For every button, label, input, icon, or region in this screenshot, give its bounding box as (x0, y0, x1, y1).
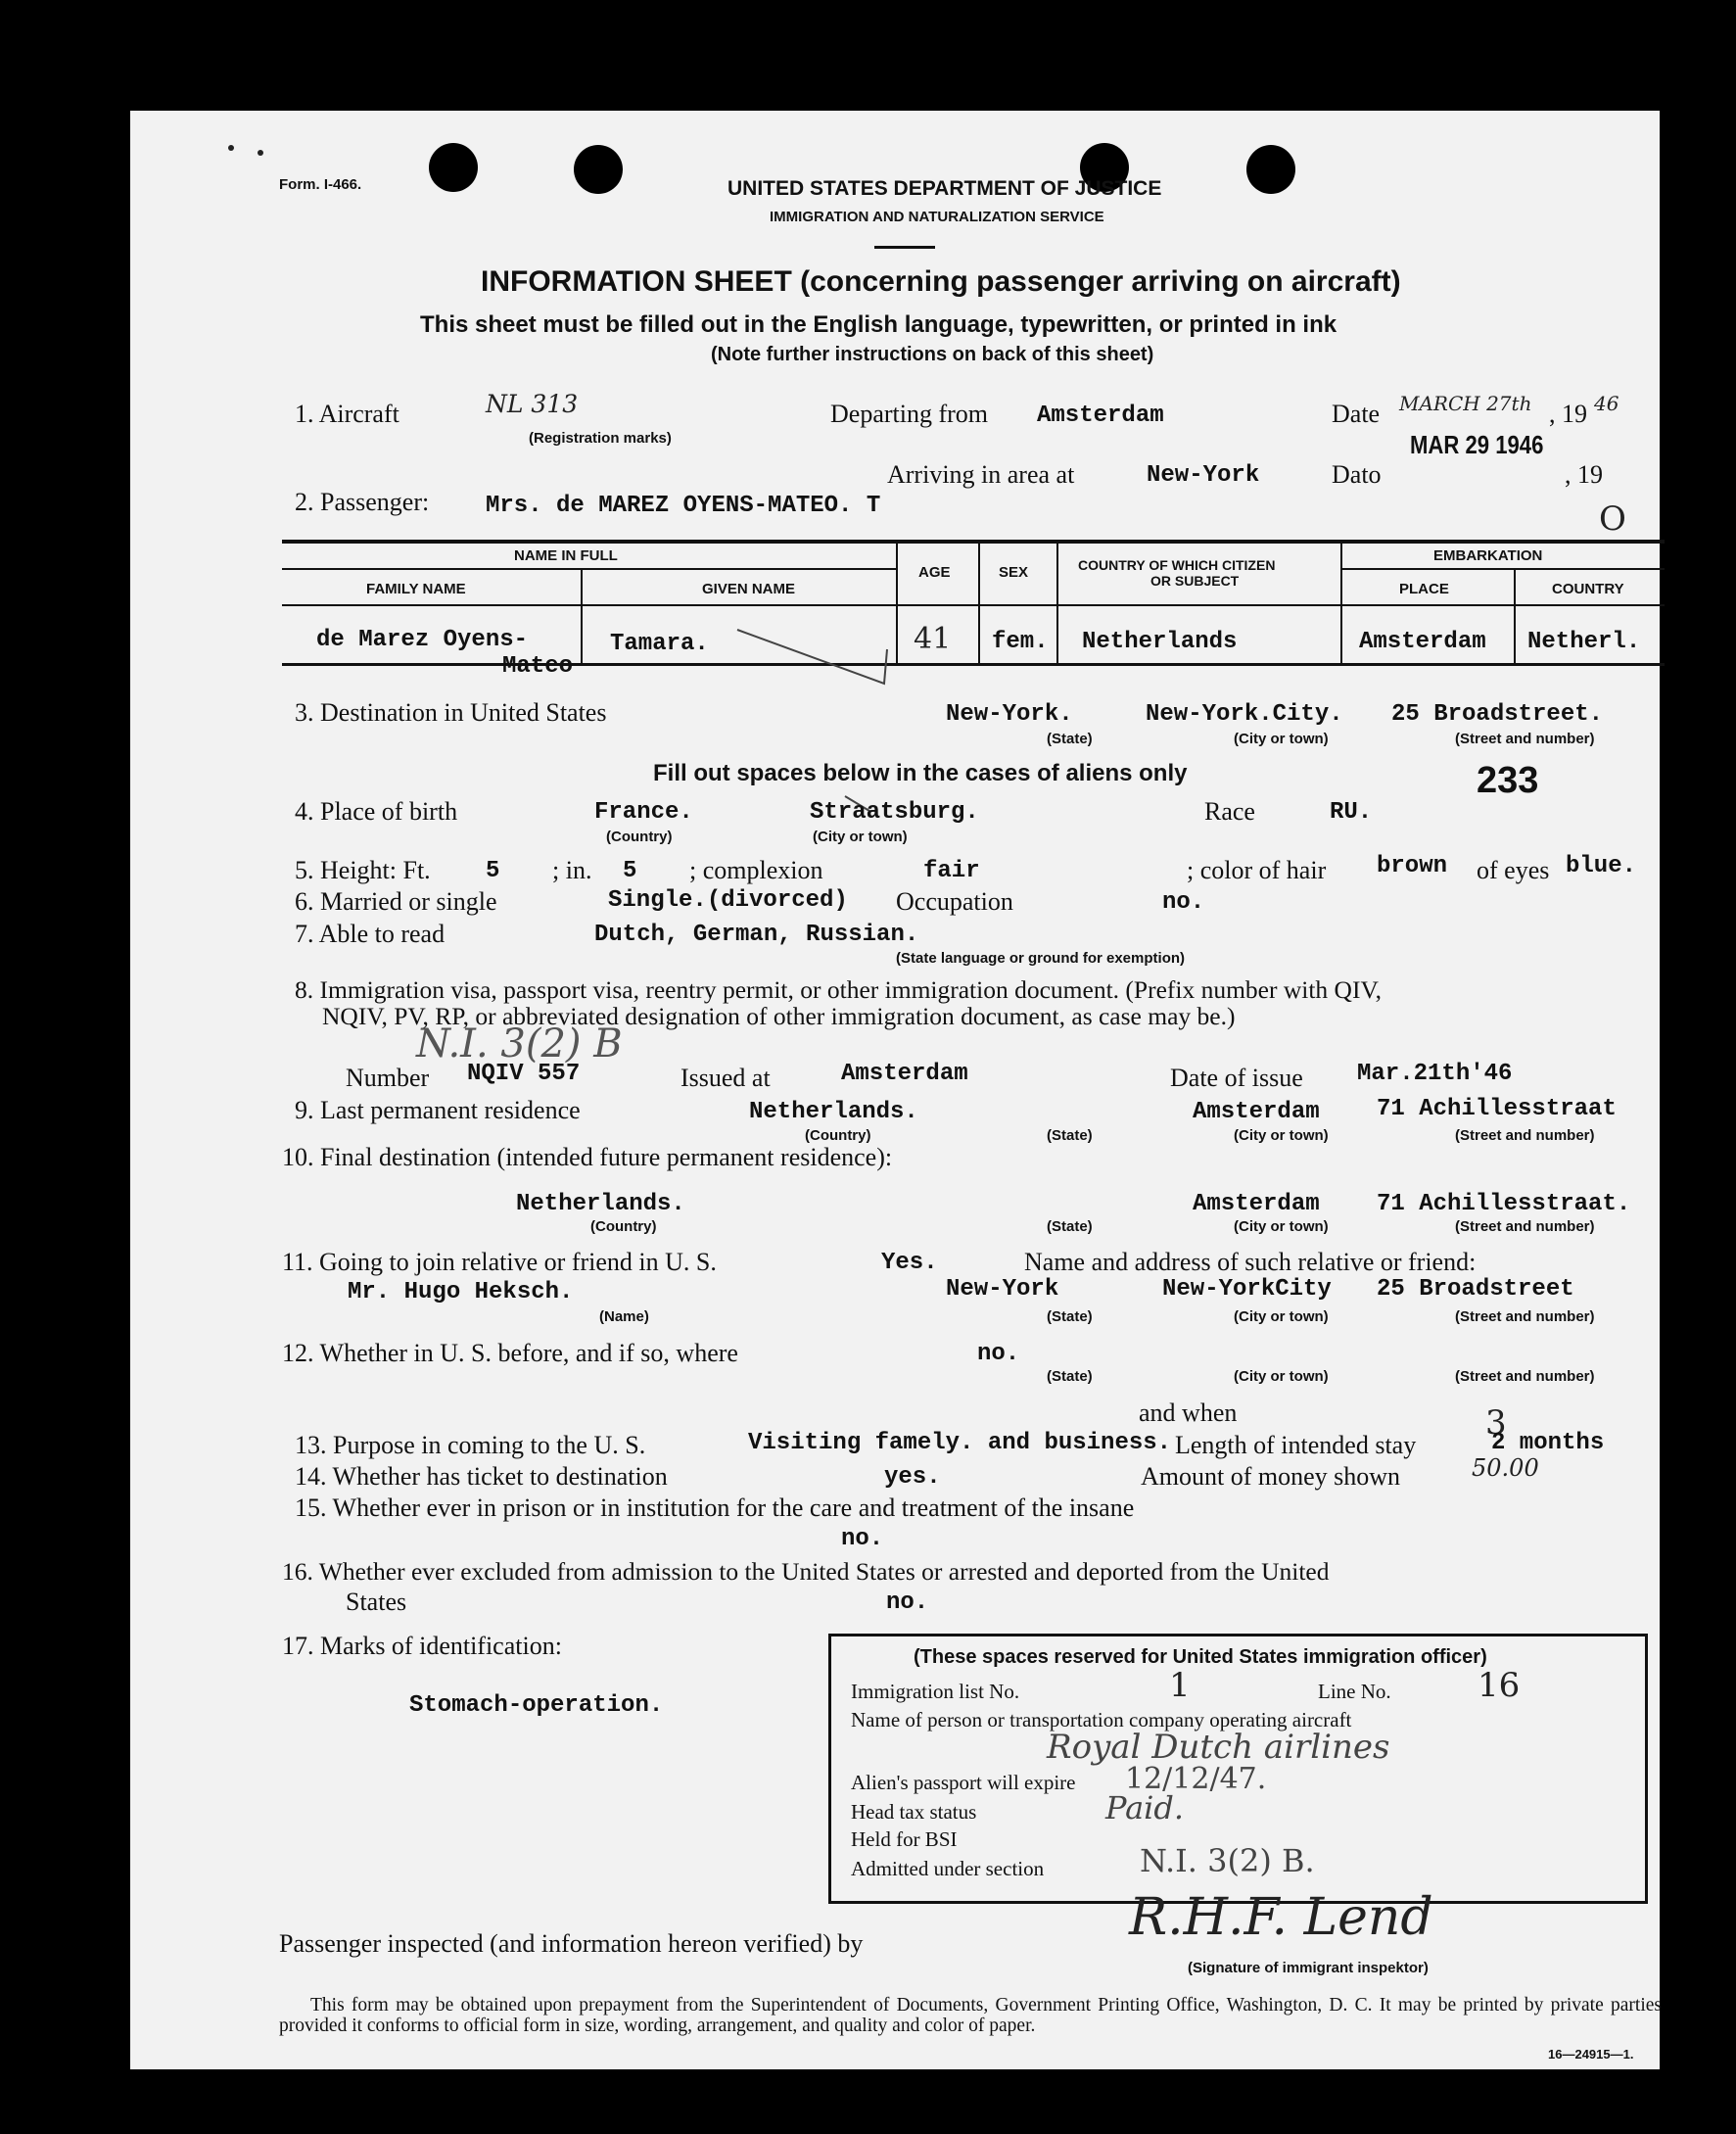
street-caption: (Street and number) (1455, 731, 1595, 747)
head-tax-value: Paid. (1105, 1789, 1185, 1826)
pencil-stroke (718, 600, 914, 826)
city-caption: (City or town) (1234, 731, 1329, 747)
last-residence-country: Netherlands. (749, 1099, 918, 1125)
relative-street: 25 Broadstreet (1377, 1276, 1574, 1303)
table-bottom-rule (282, 663, 1665, 666)
street-caption: (Street and number) (1455, 1308, 1595, 1325)
table-column-rule (1514, 568, 1516, 664)
company-value: Royal Dutch airlines (1047, 1728, 1390, 1767)
final-destination-street: 71 Achillesstraat. (1377, 1191, 1631, 1217)
year-prefix: , 19 (1549, 400, 1587, 428)
section-value: N.I. 3(2) B. (1140, 1842, 1315, 1879)
passport-expiry-label: Alien's passport will expire (851, 1771, 1076, 1794)
destination-city: New-York.City. (1146, 701, 1343, 728)
join-relative-value: Yes. (881, 1250, 938, 1276)
officer-box (828, 1634, 1648, 1904)
destination-label: 3. Destination in United States (295, 698, 607, 727)
form-instruction: This sheet must be filled out in the English language, typewritten, or printed in ink (420, 311, 1337, 338)
year-value: 46 (1594, 392, 1619, 415)
issued-label: Issued at (680, 1064, 771, 1092)
visa-number: NQIV 557 (467, 1061, 581, 1087)
passport-expiry-value: 12/12/47. (1125, 1762, 1267, 1796)
purpose-value: Visiting famely. and business. (748, 1430, 1172, 1456)
embarkation-header: EMBARKATION (1433, 547, 1543, 564)
handwritten-visa-class: N.I. 3(2) B (416, 1021, 623, 1067)
ticket-label: 14. Whether has ticket to destination (295, 1462, 668, 1491)
name-caption: (Name) (599, 1308, 649, 1325)
read-label: 7. Able to read (295, 920, 446, 948)
money-value: 50.00 (1472, 1454, 1539, 1482)
embark-country-value: Netherl. (1527, 629, 1641, 655)
relative-city: New-YorkCity (1162, 1276, 1332, 1303)
relative-state: New-York (946, 1276, 1059, 1303)
form-note: (Note further instructions on back of this sheet) (711, 344, 1154, 365)
age-value: 41 (914, 622, 952, 656)
purpose-label: 13. Purpose in coming to the U. S. (295, 1431, 646, 1459)
punch-hole (574, 145, 623, 194)
passenger-label: 2. Passenger: (295, 488, 430, 516)
identification-label: 17. Marks of identification: (282, 1632, 562, 1660)
given-name-value: Tamara. (610, 631, 709, 657)
country-subject-header: OR SUBJECT (1150, 573, 1240, 589)
destination-state: New-York. (946, 701, 1073, 728)
handwritten-mark: O (1599, 499, 1626, 539)
race-label: Race (1204, 797, 1255, 826)
form-code: 16—24915—1. (1548, 2047, 1634, 2062)
occupation-label: Occupation (896, 887, 1013, 916)
list-number-value: 1 (1169, 1666, 1191, 1705)
table-top-rule (282, 540, 1665, 544)
prison-label: 15. Whether ever in prison or in institution for the care and treatment of the insane (295, 1494, 1135, 1522)
final-destination-label: 10. Final destination (intended future permanent residence): (282, 1143, 893, 1171)
name-in-full-header: NAME IN FULL (514, 547, 618, 564)
family-name-header: FAMILY NAME (366, 581, 466, 597)
excluded-value: no. (886, 1589, 929, 1616)
aliens-only-heading: Fill out spaces below in the cases of aliens only (653, 760, 1188, 786)
officer-box-title: (These spaces reserved for United States immigration officer) (914, 1646, 1487, 1668)
last-residence-city: Amsterdam (1193, 1099, 1320, 1125)
departing-value: Amsterdam (1037, 403, 1164, 429)
ticket-value: yes. (884, 1464, 941, 1491)
previous-visit-label: 12. Whether in U. S. before, and if so, where (282, 1339, 738, 1367)
year2-prefix: , 19 (1565, 460, 1603, 489)
arriving-label: Arriving in area at (887, 460, 1075, 489)
final-destination-city: Amsterdam (1193, 1191, 1320, 1217)
prison-value: no. (841, 1526, 884, 1552)
birth-city: Straatsburg. (810, 799, 979, 826)
divider (874, 246, 935, 249)
form-number: Form. I-466. (279, 176, 362, 193)
birth-country: France. (594, 799, 693, 826)
table-column-rule (1056, 542, 1058, 664)
table-column-rule (978, 542, 980, 664)
speck (258, 150, 263, 156)
city-caption: (City or town) (1234, 1127, 1329, 1144)
signature-caption: (Signature of immigrant inspektor) (1188, 1960, 1429, 1976)
height-inches: 5 (623, 858, 637, 884)
visa-label-line1: 8. Immigration visa, passport visa, reentry permit, or other immigration document. (Prefix number with QIV, (295, 975, 1382, 1004)
state-caption: (State) (1047, 731, 1093, 747)
read-value: Dutch, German, Russian. (594, 922, 919, 948)
city-caption: (City or town) (1234, 1368, 1329, 1385)
marital-label: 6. Married or single (295, 887, 497, 916)
date2-label: Dato (1332, 460, 1382, 489)
aircraft-value: NL 313 (486, 390, 579, 418)
complexion-label: ; complexion (689, 856, 823, 884)
last-residence-label: 9. Last permanent residence (295, 1096, 581, 1124)
city-caption: (City or town) (813, 829, 908, 845)
table-header-rule (282, 568, 897, 570)
page-number: 233 (1477, 760, 1539, 801)
visa-label-line2: NQIV, PV, RP, or abbreviated designation of other immigration document, as case may be.) (322, 1002, 1236, 1030)
state-caption: (State) (1047, 1368, 1093, 1385)
money-label: Amount of money shown (1141, 1462, 1401, 1491)
read-caption: (State language or ground for exemption) (896, 950, 1186, 967)
stay-length-handwritten: 3 (1485, 1403, 1507, 1443)
last-residence-street: 71 Achillesstraat (1377, 1096, 1617, 1122)
footer-text: This form may be obtained upon prepayment from the Superintendent of Documents, Government Printing Office, Washington, D. C. It may be printed by private parties provided it conforms to official form in size, wording, arrangement, and quality and color of paper. (279, 1995, 1662, 2036)
inches-label: ; in. (552, 856, 592, 884)
table-column-rule (581, 568, 583, 664)
family-name-value: de Marez Oyens- (316, 627, 529, 653)
company-label: Name of person or transportation company operating aircraft (851, 1708, 1352, 1731)
citizen-value: Netherlands (1082, 629, 1238, 655)
join-relative-label: 11. Going to join relative or friend in U. S. (282, 1248, 717, 1276)
occupation-value: no. (1162, 889, 1205, 916)
inspector-signature: R.H.F. Lend (1129, 1888, 1433, 1947)
form-title: INFORMATION SHEET (concerning passenger arriving on aircraft) (481, 265, 1401, 298)
street-caption: (Street and number) (1455, 1127, 1595, 1144)
family-name-value-cont: Mateo (502, 653, 574, 680)
previous-visit-value: no. (977, 1341, 1020, 1367)
arriving-value: New-York (1147, 462, 1260, 489)
excluded-label-line2: States (346, 1588, 407, 1616)
street-caption: (Street and number) (1455, 1368, 1595, 1385)
departing-label: Departing from (830, 400, 989, 428)
state-caption: (State) (1047, 1218, 1093, 1235)
city-caption: (City or town) (1234, 1308, 1329, 1325)
country-header: COUNTRY (1552, 581, 1624, 597)
sex-value: fem. (992, 629, 1049, 655)
state-caption: (State) (1047, 1308, 1093, 1325)
punch-hole (429, 143, 478, 192)
country-caption: (Country) (590, 1218, 657, 1235)
service-name: IMMIGRATION AND NATURALIZATION SERVICE (770, 209, 1104, 225)
embark-place-value: Amsterdam (1359, 629, 1486, 655)
department-name: UNITED STATES DEPARTMENT OF JUSTICE (727, 177, 1162, 200)
hair-value: brown (1377, 853, 1448, 879)
registration-caption: (Registration marks) (529, 430, 672, 447)
punch-hole (1246, 145, 1295, 194)
passenger-value: Mrs. de MAREZ OYENS-MATEO. T (486, 493, 881, 519)
relative-name-label: Name and address of such relative or friend: (1024, 1248, 1477, 1276)
country-citizen-header: COUNTRY OF WHICH CITIZEN (1078, 557, 1276, 573)
head-tax-label: Head tax status (851, 1800, 977, 1824)
eyes-value: blue. (1566, 853, 1637, 879)
race-value: RU. (1330, 799, 1373, 826)
inspected-label: Passenger inspected (and information hereon verified) by (279, 1929, 864, 1958)
table-column-rule (1340, 542, 1342, 664)
visa-number-label: Number (346, 1064, 430, 1092)
issued-value: Amsterdam (841, 1061, 968, 1087)
received-stamp: MAR 29 1946 (1410, 430, 1544, 459)
country-caption: (Country) (606, 829, 673, 845)
table-header-rule (1341, 568, 1665, 570)
bsi-label: Held for BSI (851, 1827, 958, 1851)
stay-length-value: 2 months (1491, 1430, 1605, 1456)
issue-date-label: Date of issue (1170, 1064, 1303, 1092)
street-caption: (Street and number) (1455, 1218, 1595, 1235)
complexion-value: fair (923, 858, 980, 884)
stay-length-label: Length of intended stay (1175, 1431, 1417, 1459)
date-label: Date (1332, 400, 1381, 428)
list-number-label: Immigration list No. (851, 1680, 1020, 1703)
sex-header: SEX (999, 564, 1029, 581)
state-caption: (State) (1047, 1127, 1093, 1144)
destination-street: 25 Broadstreet. (1391, 701, 1604, 728)
given-name-header: GIVEN NAME (702, 581, 796, 597)
section-label: Admitted under section (851, 1857, 1045, 1880)
relative-name: Mr. Hugo Heksch. (348, 1279, 574, 1305)
identification-value: Stomach-operation. (409, 1692, 664, 1719)
line-number-label: Line No. (1318, 1680, 1391, 1703)
excluded-label-line1: 16. Whether ever excluded from admission to the United States or arrested and deported from the United (282, 1557, 1330, 1586)
city-caption: (City or town) (1234, 1218, 1329, 1235)
country-caption: (Country) (805, 1127, 871, 1144)
hair-label: ; color of hair (1187, 856, 1327, 884)
marital-value: Single.(divorced) (608, 887, 848, 914)
speck (228, 145, 234, 151)
line-number-value: 16 (1478, 1666, 1521, 1705)
final-destination-country: Netherlands. (516, 1191, 685, 1217)
birthplace-label: 4. Place of birth (295, 797, 458, 826)
aircraft-label: 1. Aircraft (295, 400, 399, 428)
place-header: PLACE (1399, 581, 1449, 597)
eyes-label: of eyes (1477, 856, 1550, 884)
issue-date-value: Mar.21th'46 (1357, 1061, 1513, 1087)
height-label: 5. Height: Ft. (295, 856, 431, 884)
date-value: MARCH 27th (1399, 392, 1532, 415)
age-header: AGE (918, 564, 951, 581)
table-header-bottom-rule (282, 604, 1665, 606)
height-feet: 5 (486, 858, 500, 884)
form-sheet (130, 111, 1660, 2069)
when-label: and when (1139, 1399, 1238, 1427)
